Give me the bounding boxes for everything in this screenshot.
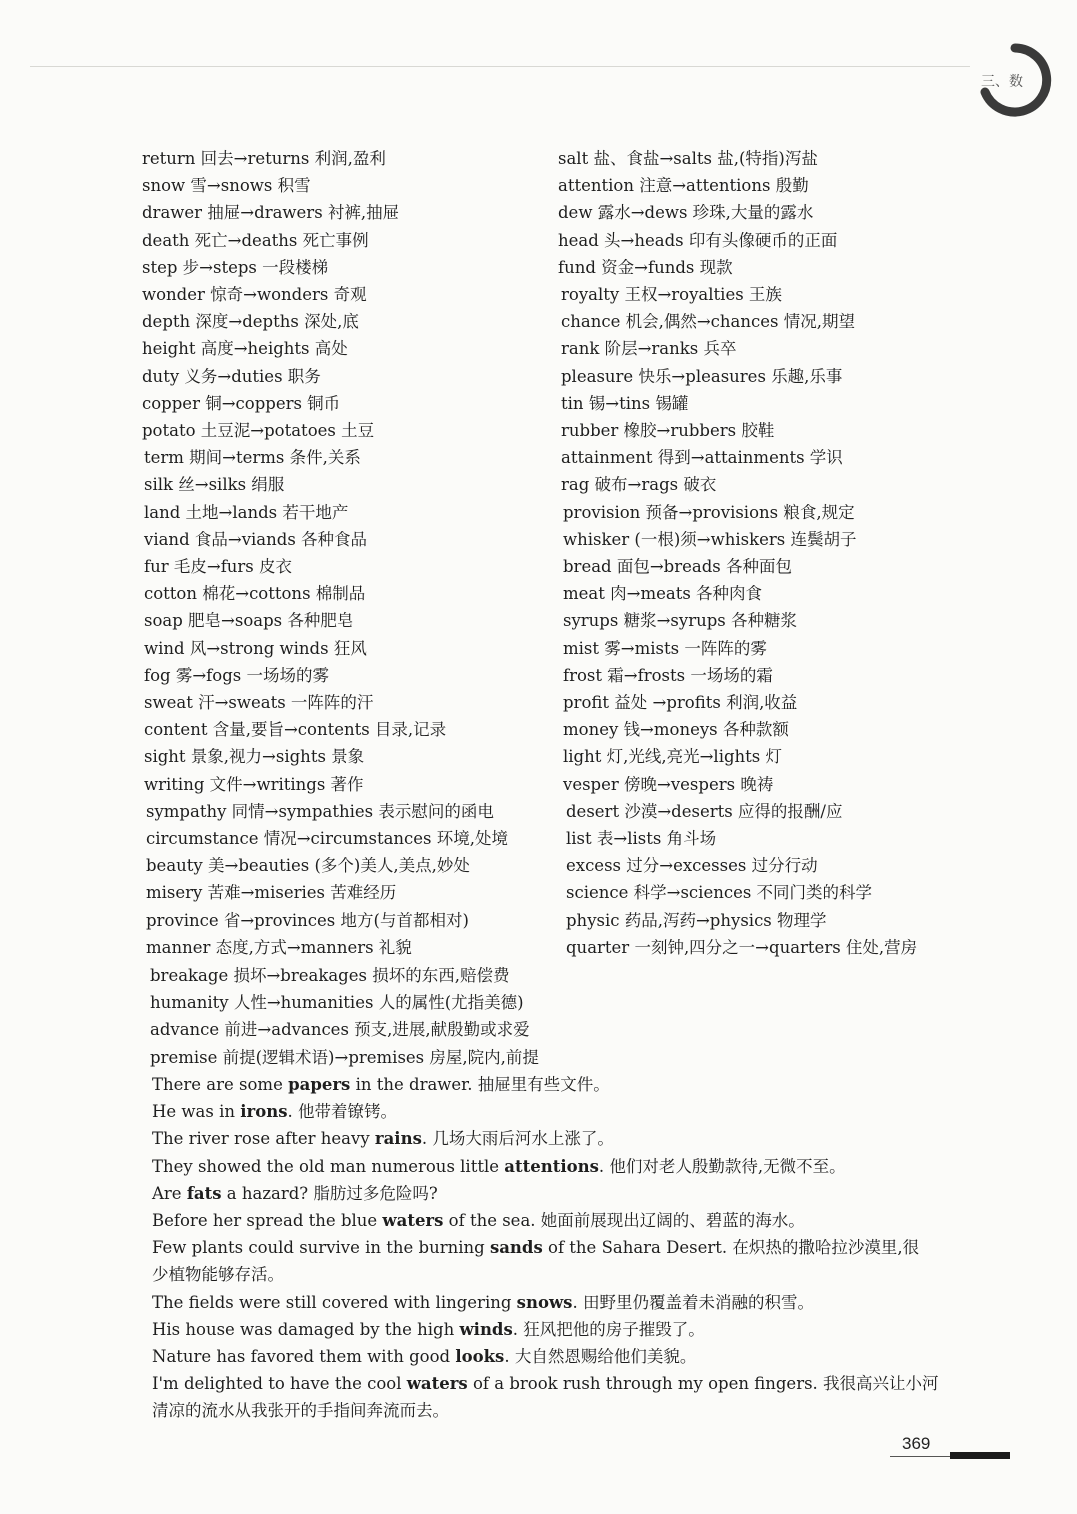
list-item: step 步→steps 一段楼梯: [142, 257, 329, 277]
list-item: snow 雪→snows 积雪: [142, 176, 311, 196]
list-item: dew 露水→dews 珍珠,大量的露水: [558, 203, 814, 223]
sentence-text: Few plants could survive in the burning: [152, 1238, 490, 1258]
sentence-text: in the drawer. 抽屉里有些文件。: [350, 1075, 610, 1094]
left-word-column: [142, 145, 508, 961]
sentence-text: . 几场大雨后河水上涨了。: [421, 1129, 614, 1149]
list-item: head 头→heads 印有头像硬币的正面: [558, 230, 838, 250]
example-sentence: [152, 1289, 1012, 1316]
sentence-text: The fields were still covered with lingering: [152, 1292, 517, 1312]
sentence-text: I'm delighted to have the cool: [152, 1374, 407, 1394]
continued-word-list: [150, 962, 539, 1071]
sentence-text: a hazard? 脂肪过多危险吗?: [221, 1183, 438, 1203]
list-item: viand 食品→viands 各种食品: [144, 529, 368, 549]
list-item: writing 文件→writings 著作: [144, 774, 364, 794]
list-item: province 省→provinces 地方(与首都相对): [146, 910, 469, 930]
list-item: chance 机会,偶然→chances 情况,期望: [561, 312, 855, 332]
list-item: wind 风→strong winds 狂风: [144, 638, 367, 658]
list-item: wonder 惊奇→wonders 奇观: [142, 285, 367, 305]
list-item: frost 霜→frosts 一场场的霜: [563, 665, 773, 685]
footer-bar: [950, 1452, 1010, 1459]
list-item: sight 景象,视力→sights 景象: [144, 747, 365, 767]
list-item: beauty 美→beauties (多个)美人,美点,妙处: [146, 856, 470, 876]
highlighted-word: irons: [240, 1102, 288, 1122]
example-sentence: [152, 1370, 1012, 1397]
example-sentence: [152, 1234, 1012, 1261]
list-item: land 土地→lands 若干地产: [144, 502, 349, 522]
list-item: premise 前提(逻辑术语)→premises 房屋,院内,前提: [150, 1047, 539, 1067]
sentence-text: . 田野里仍覆盖着未消融的积雪。: [572, 1292, 814, 1312]
list-item: duty 义务→duties 职务: [142, 366, 321, 386]
list-item: tin 锡→tins 锡罐: [561, 393, 689, 413]
list-item: drawer 抽屉→drawers 衬裤,抽屉: [142, 203, 400, 223]
list-item: vesper 傍晚→vespers 晚祷: [563, 774, 774, 794]
list-item: quarter 一刻钟,四分之一→quarters 住处,营房: [566, 937, 918, 957]
sentence-text: . 狂风把他的房子摧毁了。: [512, 1319, 705, 1339]
list-item: royalty 王权→royalties 王族: [561, 285, 782, 305]
sentence-text: Nature has favored them with good: [152, 1347, 456, 1367]
list-item: sweat 汗→sweats 一阵阵的汗: [144, 693, 374, 713]
sentence-text: of the Sahara Desert. 在炽热的撒哈拉沙漠里,很: [542, 1238, 920, 1258]
sentence-text: . 他们对老人殷勤款待,无微不至。: [598, 1156, 846, 1176]
list-item: sympathy 同情→sympathies 表示慰问的函电: [146, 801, 494, 821]
list-item: physic 药品,泻药→physics 物理学: [566, 910, 827, 930]
highlighted-word: fats: [186, 1183, 222, 1203]
example-sentence: [152, 1071, 1012, 1098]
highlighted-word: snows: [516, 1292, 573, 1312]
list-item: attainment 得到→attainments 学识: [561, 448, 843, 468]
highlighted-word: winds: [459, 1319, 513, 1339]
list-item: provision 预备→provisions 粮食,规定: [563, 502, 855, 522]
list-item: rubber 橡胶→rubbers 胶鞋: [561, 421, 775, 441]
list-item: science 科学→sciences 不同门类的科学: [566, 883, 873, 903]
sentence-continuation: 少植物能够存活。: [152, 1265, 284, 1285]
chapter-tab-mark: [975, 40, 1055, 120]
list-item: silk 丝→silks 绢服: [144, 475, 285, 495]
list-item: depth 深度→depths 深处,底: [142, 312, 359, 332]
list-item: misery 苦难→miseries 苦难经历: [146, 883, 397, 903]
list-item: fur 毛皮→furs 皮衣: [144, 557, 293, 577]
list-item: light 灯,光线,亮光→lights 灯: [563, 747, 783, 767]
list-item: advance 前进→advances 预支,进展,献殷勤或求爱: [150, 1020, 530, 1040]
example-sentence: [152, 1125, 1012, 1152]
list-item: breakage 损坏→breakages 损坏的东西,赔偿费: [150, 966, 510, 985]
list-item: pleasure 快乐→pleasures 乐趣,乐事: [561, 366, 843, 386]
list-item: whisker (一根)须→whiskers 连鬓胡子: [563, 529, 857, 549]
list-item: desert 沙漠→deserts 应得的报酬/应: [566, 801, 843, 821]
highlighted-word: attentions: [504, 1156, 599, 1176]
example-sentence: [152, 1343, 1012, 1370]
highlighted-word: looks: [455, 1347, 505, 1367]
header-rule: [30, 66, 970, 67]
list-item: syrups 糖浆→syrups 各种糖浆: [563, 611, 797, 631]
highlighted-word: papers: [288, 1075, 351, 1094]
list-item: list 表→lists 角斗场: [566, 829, 717, 849]
list-item: rank 阶层→ranks 兵卒: [561, 339, 737, 359]
list-item: money 钱→moneys 各种款额: [563, 720, 789, 740]
list-item: rag 破布→rags 破衣: [561, 475, 717, 495]
example-sentence: [152, 1180, 1012, 1207]
sentence-text: There are some: [152, 1075, 289, 1094]
example-sentence: [152, 1207, 1012, 1234]
list-item: manner 态度,方式→manners 礼貌: [146, 937, 412, 957]
sentence-text: of a brook rush through my open fingers. 我很高兴让小河: [467, 1374, 939, 1394]
list-item: salt 盐、食盐→salts 盐,(特指)泻盐: [558, 149, 818, 168]
list-item: potato 土豆泥→potatoes 土豆: [142, 421, 375, 441]
example-sentence: [152, 1153, 1012, 1180]
sentence-text: of the sea. 她面前展现出辽阔的、碧蓝的海水。: [443, 1211, 805, 1231]
list-item: soap 肥皂→soaps 各种肥皂: [144, 611, 354, 631]
list-item: humanity 人性→humanities 人的属性(尤指美德): [150, 993, 524, 1013]
chapter-tab-label: 三、数: [981, 74, 1023, 90]
list-item: mist 雾→mists 一阵阵的雾: [563, 638, 767, 658]
sentence-text: . 大自然恩赐给他们美貌。: [504, 1347, 697, 1367]
example-sentence: [152, 1098, 1012, 1125]
example-sentence: [152, 1316, 1012, 1343]
list-item: return 回去→returns 利润,盈利: [142, 149, 386, 168]
list-item: excess 过分→excesses 过分行动: [566, 856, 818, 876]
list-item: fog 雾→fogs 一场场的雾: [144, 665, 329, 685]
list-item: profit 益处 →profits 利润,收益: [563, 693, 798, 713]
page-number: 369: [902, 1434, 931, 1453]
list-item: copper 铜→coppers 铜币: [142, 393, 341, 413]
sentence-continuation: 清凉的流水从我张开的手指间奔流而去。: [152, 1401, 449, 1421]
sentence-text: The river rose after heavy: [152, 1129, 375, 1149]
sentence-text: . 他带着镣铐。: [287, 1102, 397, 1122]
sentence-text: They showed the old man numerous little: [152, 1156, 505, 1176]
list-item: fund 资金→funds 现款: [558, 257, 733, 277]
right-word-column: [558, 145, 917, 961]
sentence-text: His house was damaged by the high: [152, 1319, 460, 1339]
list-item: term 期间→terms 条件,关系: [144, 448, 361, 468]
list-item: circumstance 情况→circumstances 环境,处境: [146, 829, 509, 849]
list-item: death 死亡→deaths 死亡事例: [142, 230, 369, 250]
list-item: cotton 棉花→cottons 棉制品: [144, 584, 366, 604]
example-sentences: [152, 1071, 1012, 1425]
sentence-text: He was in: [152, 1102, 241, 1122]
list-item: content 含量,要旨→contents 目录,记录: [144, 720, 447, 740]
list-item: bread 面包→breads 各种面包: [563, 557, 793, 577]
list-item: height 高度→heights 高处: [142, 339, 348, 359]
highlighted-word: waters: [406, 1374, 468, 1394]
highlighted-word: rains: [374, 1129, 422, 1149]
sentence-text: Are: [152, 1183, 187, 1203]
highlighted-word: waters: [382, 1211, 444, 1231]
sentence-text: Before her spread the blue: [152, 1211, 383, 1231]
footer-rule: [890, 1456, 950, 1457]
list-item: meat 肉→meats 各种肉食: [563, 584, 763, 604]
highlighted-word: sands: [489, 1238, 543, 1258]
list-item: attention 注意→attentions 殷勤: [558, 176, 809, 196]
